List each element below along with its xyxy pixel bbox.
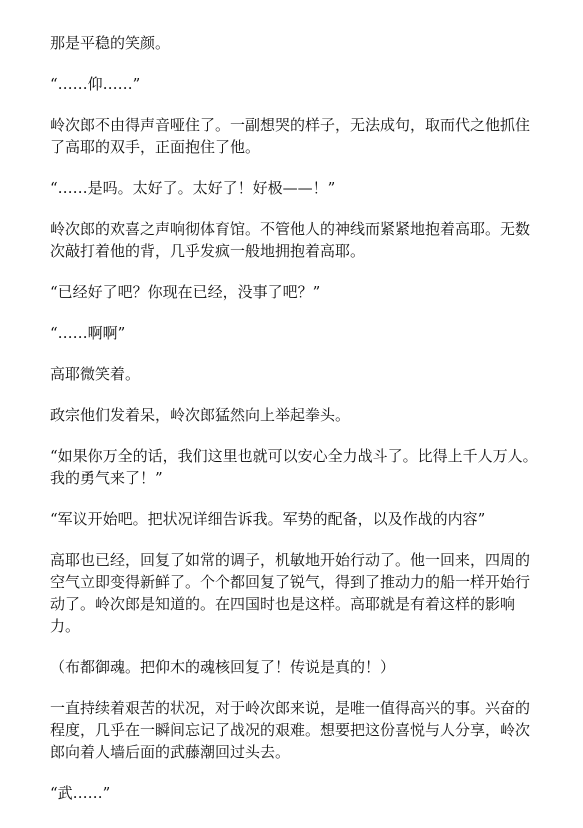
paragraph-12: 高耶也已经，回复了如常的调子，机敏地开始行动了。他一回来，四周的空气立即变得新鲜了。个个都回复了锐气，得到了推动力的船一样开始行动了。岭次郎是知道的。在四国时也是这样。高耶就是有着这样的影响力。: [50, 551, 531, 635]
paragraph-6: “已经好了吧？你现在已经，没事了吧？”: [50, 283, 321, 301]
paragraph-11: “军议开始吧。把状况详细告诉我。军势的配备，以及作战的内容”: [50, 510, 486, 528]
paragraph-2: “……仰……”: [50, 75, 141, 93]
paragraph-13: （布都御魂。把仰木的魂核回复了！传说是真的！）: [50, 658, 396, 676]
paragraph-15: “武……”: [50, 784, 111, 802]
paragraph-9: 政宗他们发着呆，岭次郎猛然向上举起拳头。: [50, 406, 351, 424]
paragraph-14: 一直持续着艰苦的状况，对于岭次郎来说，是唯一值得高兴的事。兴奋的程度，几乎在一瞬间忘记了战况的艰难。想要把这份喜悦与人分享，岭次郎向着人墙后面的武藤潮回过头去。: [50, 699, 531, 761]
paragraph-7: “……啊啊”: [50, 324, 126, 342]
paragraph-5: 岭次郎的欢喜之声响彻体育馆。不管他人的神线而紧紧地抱着高耶。无数次敲打着他的背，几乎发疯一般地拥抱着高耶。: [50, 220, 531, 260]
paragraph-10: “如果你万全的话，我们这里也就可以安心全力战斗了。比得上千人万人。我的勇气来了！”: [50, 447, 538, 487]
paragraph-1: 那是平稳的笑颜。: [50, 34, 171, 52]
paragraph-3: 岭次郎不由得声音哑住了。一副想哭的样子，无法成句，取而代之他抓住了高耶的双手，正面抱住了他。: [50, 116, 531, 156]
paragraph-8: 高耶微笑着。: [50, 365, 141, 383]
paragraph-4: “……是吗。太好了。太好了！好极——！”: [50, 179, 336, 197]
